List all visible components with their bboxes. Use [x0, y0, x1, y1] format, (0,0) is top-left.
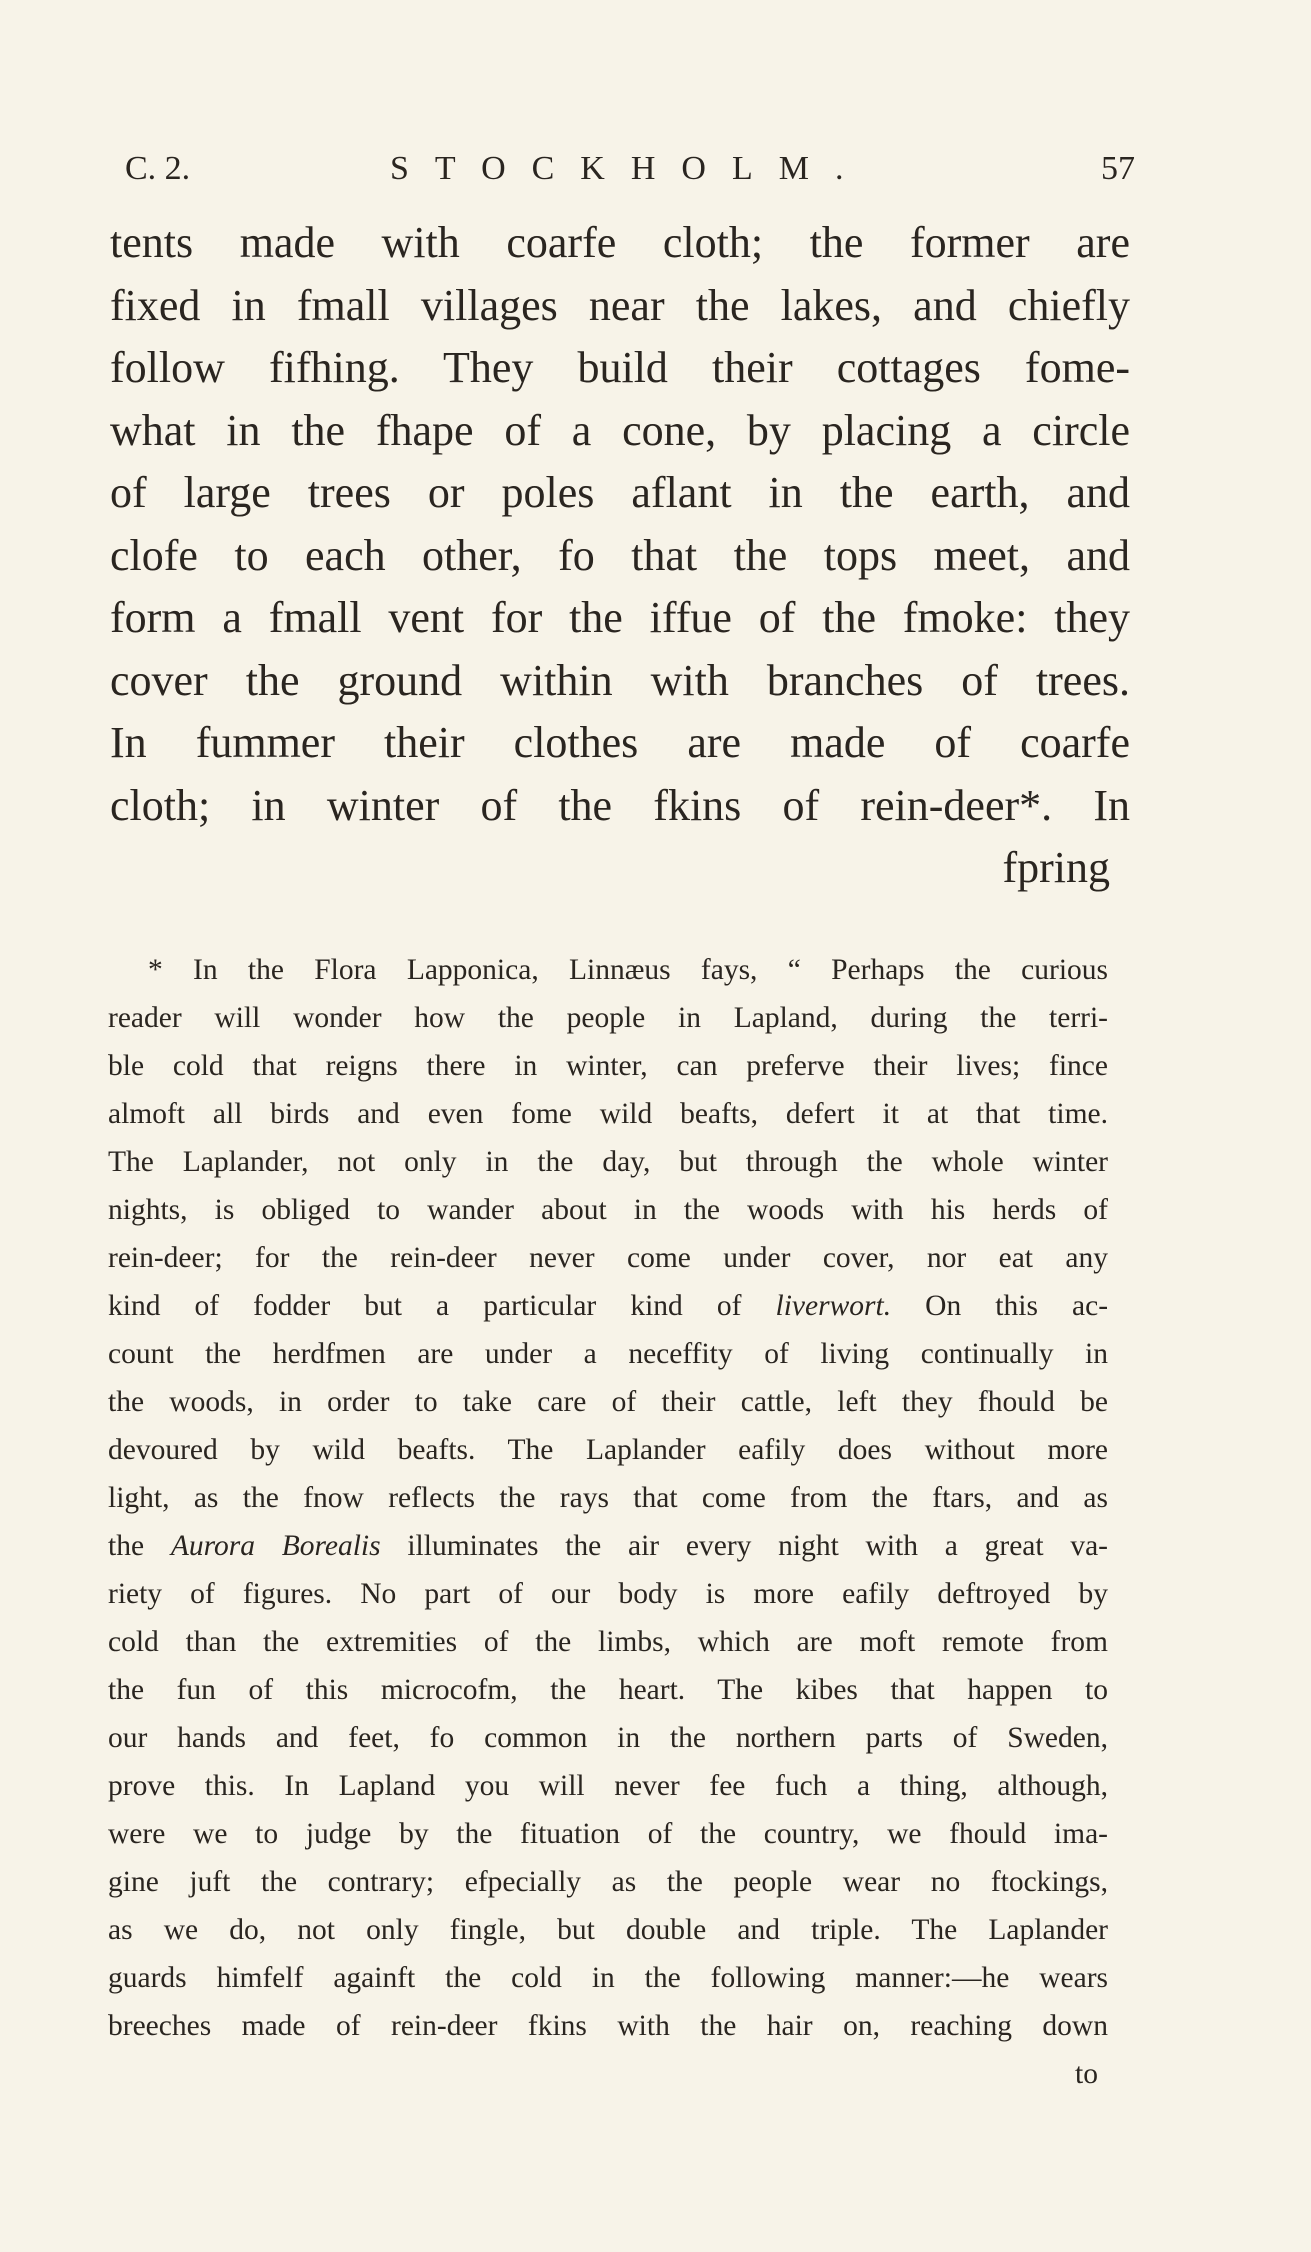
footnote-line: the fun of this microcofm, the heart. The kibes that happen to	[108, 1674, 1108, 1706]
footnote-line: prove this. In Lapland you will never fee fuch a thing, although,	[108, 1770, 1108, 1802]
footnote	[108, 946, 1108, 2098]
italic-term: Aurora Borealis	[170, 1530, 381, 1562]
footnote-line: riety of figures. No part of our body is more eafily deftroyed by	[108, 1578, 1108, 1610]
page-number: 57	[1101, 150, 1135, 187]
footnote-line: almoft all birds and even fome wild beafts, defert it at that time.	[108, 1098, 1108, 1130]
running-header	[125, 150, 1135, 200]
footnote-line: nights, is obliged to wander about in the woods with his herds of	[108, 1194, 1108, 1226]
running-title: STOCKHOLM.	[390, 150, 870, 187]
text-line: what in the fhape of a cone, by placing a circle	[110, 405, 1130, 455]
footnote-line: The Laplander, not only in the day, but through the whole winter	[108, 1146, 1108, 1178]
text-line: cover the ground within with branches of trees.	[110, 655, 1130, 705]
text-line: fixed in fmall villages near the lakes, and chiefly	[110, 280, 1130, 330]
footnote-line	[108, 1522, 1108, 1570]
main-text	[110, 212, 1130, 900]
footnote-line: as we do, not only fingle, but double and triple. The Laplander	[108, 1914, 1108, 1946]
footnote-line-text: the	[108, 1530, 145, 1562]
footnote-line: devoured by wild beafts. The Laplander eafily does without more	[108, 1434, 1108, 1466]
footnote-line: light, as the fnow reflects the rays that come from the ftars, and as	[108, 1482, 1108, 1514]
footnote-line: the woods, in order to take care of their cattle, left they fhould be	[108, 1386, 1108, 1418]
text-line: form a fmall vent for the iffue of the fmoke: they	[110, 593, 1130, 642]
text-line: tents made with coarfe cloth; the former are	[110, 218, 1130, 267]
footnote-line-text: On this ac-	[925, 1290, 1109, 1322]
text-line: follow fifhing. They build their cottages fome-	[110, 343, 1130, 392]
text-line: of large trees or poles aflant in the earth, and	[110, 468, 1130, 517]
text-line: cloth; in winter of the fkins of rein-deer*. In	[110, 780, 1130, 830]
footnote-line: guards himfelf againft the cold in the following manner:—he wears	[108, 1962, 1108, 1994]
footnote-line: rein-deer; for the rein-deer never come under cover, nor eat any	[108, 1242, 1108, 1274]
footnote-line: * In the Flora Lapponica, Linnæus fays, “ Perhaps the curious	[148, 954, 1108, 986]
footnote-line: reader will wonder how the people in Lapland, during the terri-	[108, 1002, 1108, 1034]
footnote-line: ble cold that reigns there in winter, can preferve their lives; fince	[108, 1050, 1108, 1082]
footnote-catchword: to	[1075, 2058, 1098, 2090]
signature-mark: C. 2.	[125, 150, 191, 187]
footnote-line: our hands and feet, fo common in the northern parts of Sweden,	[108, 1722, 1108, 1754]
footnote-line	[108, 1282, 1108, 1330]
footnote-line-text: kind of fodder but a particular kind of	[108, 1290, 742, 1322]
footnote-line: were we to judge by the fituation of the country, we fhould ima-	[108, 1818, 1108, 1850]
footnote-line: count the herdfmen are under a neceffity of living continually in	[108, 1338, 1108, 1370]
footnote-line-text: illuminates the air every night with a great va-	[407, 1530, 1109, 1562]
footnote-line: cold than the extremities of the limbs, which are moft remote from	[108, 1626, 1108, 1658]
footnote-line: breeches made of rein-deer fkins with the hair on, reaching down	[108, 2010, 1108, 2042]
text-line: In fummer their clothes are made of coarfe	[110, 718, 1130, 767]
catchword: fpring	[1002, 843, 1110, 892]
footnote-line: gine juft the contrary; efpecially as the people wear no ftockings,	[108, 1866, 1108, 1898]
text-line: clofe to each other, fo that the tops meet, and	[110, 530, 1130, 580]
italic-term: liverwort.	[775, 1290, 892, 1322]
